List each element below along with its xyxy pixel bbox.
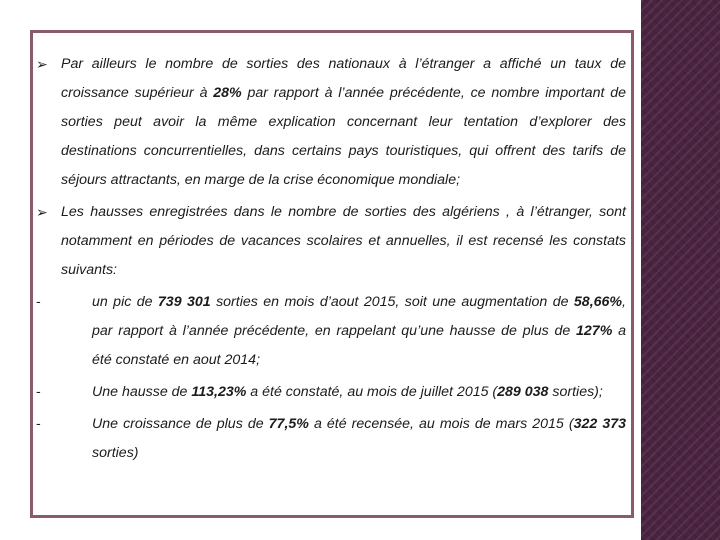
bold-value: 58,66% [573, 294, 623, 310]
dash-marker: - [36, 294, 41, 310]
dash-item-3 [36, 410, 626, 468]
highlight-value: 28% [213, 85, 242, 101]
bold-value: 289 038 [497, 384, 549, 400]
dash-text: Une croissance de plus de [92, 416, 269, 432]
arrow-bullet-icon: ➢ [36, 204, 48, 220]
dash-marker: - [36, 416, 41, 432]
bullet-text-after: par rapport à l’année précédente, ce nombre important de sorties peut avoir la même explication concernant leur tentation d’explorer des destinations concurrentielles, dans certains pays touristiques, qui offrent des tarifs de séjours attractants, en marge de la crise économique mondiale; [61, 85, 626, 188]
dash-marker: - [36, 384, 41, 400]
dash-text: sorties en mois d’aout 2015, soit une augmentation de [210, 294, 574, 310]
dash-text: sorties); [548, 384, 603, 400]
slide-body [36, 50, 626, 471]
bullet-paragraph-1 [36, 50, 626, 195]
bold-value: 127% [576, 323, 613, 339]
dash-item-2 [36, 378, 626, 407]
dash-text: a été constaté en aout 2014; [92, 323, 626, 368]
bullet-text: Par ailleurs le nombre de sorties des nationaux à l’étranger a affiché un taux de croissance supérieur à [61, 56, 626, 101]
decorative-side-stripe [641, 0, 720, 540]
dash-text: Une hausse de [92, 384, 192, 400]
arrow-bullet-icon: ➢ [36, 56, 48, 72]
bold-value: 322 373 [573, 416, 626, 432]
dash-item-1 [36, 288, 626, 375]
dash-text: sorties) [92, 445, 139, 461]
bullet-paragraph-2 [36, 198, 626, 285]
bold-value: 739 301 [157, 294, 211, 310]
dash-text: un pic de [92, 294, 158, 310]
dash-text: , par rapport à l’année précédente, en rappelant qu’une hausse de plus de [92, 294, 626, 339]
dash-text: a été recensée, au mois de mars 2015 ( [308, 416, 574, 432]
bold-value: 113,23% [191, 384, 247, 400]
bold-value: 77,5% [268, 416, 309, 432]
dash-text: a été constaté, au mois de juillet 2015 ( [246, 384, 498, 400]
bullet-text: Les hausses enregistrées dans le nombre de sorties des algériens , à l’étranger, sont notamment en périodes de vacances scolaires et annuelles, il est recensé les constats suivants: [61, 204, 626, 278]
